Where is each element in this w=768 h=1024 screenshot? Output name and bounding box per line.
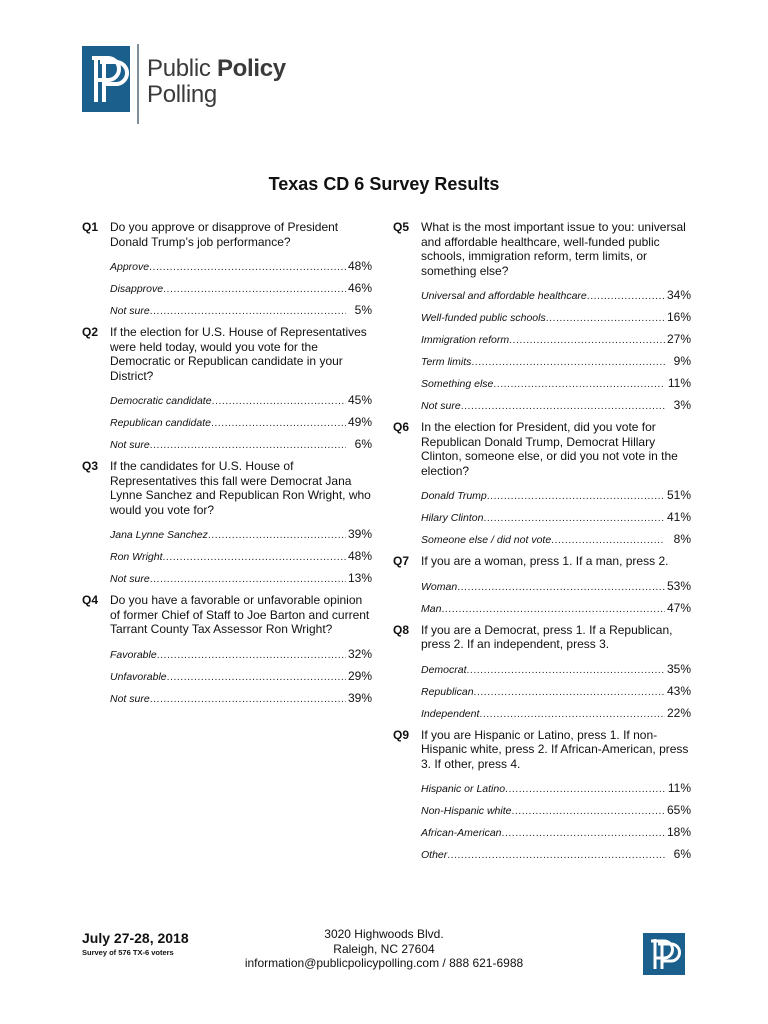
dot-leader [447, 849, 665, 861]
question-text: In the election for President, did you vote for Republican Donald Trump, Democrat Hillary Clinton, someone else, or did you not vote in the election? [421, 420, 678, 478]
dot-leader [441, 603, 665, 615]
answer-row [421, 506, 691, 528]
answer-value: 34% [666, 288, 691, 302]
answer-label: Hilary Clinton [421, 512, 484, 524]
dot-leader [163, 283, 346, 295]
survey-date: July 27-28, 2018 [82, 930, 189, 946]
answer-value: 22% [666, 705, 691, 720]
dot-leader [149, 261, 346, 273]
answer-row [110, 687, 372, 709]
page-title: Texas CD 6 Survey Results [268, 174, 500, 194]
question-number: Q1 [82, 220, 99, 234]
dot-leader [587, 290, 665, 302]
answer-row [110, 299, 372, 321]
dot-leader [212, 395, 346, 407]
answer-value: 43% [666, 683, 691, 698]
answer-row [421, 658, 691, 680]
answer-label: African-American [421, 827, 502, 839]
question-text: Do you approve or disapprove of President Donald Trump’s job performance? [110, 220, 339, 249]
dot-leader [483, 512, 665, 524]
left-column [82, 220, 372, 713]
answer-list [110, 255, 372, 321]
answer-row [421, 394, 691, 416]
answer-label: Republican [421, 685, 474, 698]
answer-row [110, 411, 372, 433]
answer-value: 46% [347, 281, 372, 295]
question-number: Q4 [82, 593, 99, 607]
footer-address [200, 927, 568, 971]
answer-list [421, 575, 691, 619]
answer-list [110, 389, 372, 455]
answer-row [110, 277, 372, 299]
answer-value: 39% [347, 690, 372, 705]
answer-label: Ron Wright [110, 551, 163, 563]
logo-divider [137, 44, 139, 124]
answer-label: Man [421, 602, 442, 615]
answer-value: 13% [347, 571, 372, 585]
answer-row [421, 372, 691, 394]
answer-row [110, 643, 372, 665]
answer-row [421, 597, 691, 619]
answer-label: Independent [421, 707, 480, 720]
answer-label: Term limits [421, 356, 472, 368]
question-q8 [393, 623, 691, 724]
answer-label: Republican candidate [110, 417, 211, 429]
question-q1 [82, 220, 372, 321]
answer-label: Not sure [110, 305, 150, 317]
answer-list [421, 777, 691, 865]
answer-label: Woman [421, 580, 458, 593]
answer-label: Approve [110, 261, 150, 273]
dot-leader [150, 305, 346, 317]
answer-row [110, 545, 372, 567]
dot-leader [505, 783, 665, 795]
answer-value: 47% [666, 600, 691, 615]
question-q6 [393, 420, 691, 550]
answer-list [110, 643, 372, 709]
question-q4 [82, 593, 372, 709]
answer-list [421, 484, 691, 550]
answer-value: 18% [666, 825, 691, 839]
address-city: Raleigh, NC 27604 [333, 941, 435, 956]
footer-date-block [82, 930, 189, 957]
answer-row [421, 484, 691, 506]
answer-value: 45% [347, 393, 372, 407]
question-text: If the election for U.S. House of Representatives were held today, would you vote for the Democratic or Republican candidate in your District? [110, 325, 367, 383]
dot-leader [163, 551, 346, 563]
answer-row [110, 523, 372, 545]
answer-list [421, 284, 691, 416]
answer-value: 11% [667, 376, 691, 390]
address-contact: information@publicpolicypolling.com / 888 621-6988 [244, 956, 524, 970]
dot-leader [493, 378, 665, 390]
answer-row [421, 284, 691, 306]
dot-leader [208, 529, 346, 541]
answer-row [421, 528, 691, 550]
dot-leader [211, 417, 346, 429]
question-text: If the candidates for U.S. House of Representatives this fall were Democrat Jana Lynne Sanchez and Republican Ron Wright, who would you vote for? [110, 459, 371, 517]
answer-label: Universal and affordable healthcare [421, 290, 587, 302]
answer-label: Other [421, 849, 448, 861]
answer-label: Not sure [110, 573, 150, 585]
dot-leader [467, 664, 665, 676]
answer-label: Someone else / did not vote [421, 534, 552, 546]
answer-label: Democratic candidate [110, 395, 212, 407]
brand-word-polling: Polling [147, 81, 217, 108]
dot-leader [509, 334, 665, 346]
dot-leader [487, 490, 665, 502]
answer-row [110, 665, 372, 687]
answer-label: Unfavorable [110, 670, 167, 683]
question-number: Q2 [82, 325, 99, 339]
answer-label: Hispanic or Latino [421, 783, 506, 795]
answer-value: 6% [673, 847, 691, 861]
answer-value: 39% [347, 527, 372, 541]
right-column [393, 220, 691, 869]
answer-value: 29% [347, 668, 372, 683]
answer-value: 48% [347, 549, 372, 563]
answer-value: 49% [347, 415, 372, 429]
answer-row [110, 389, 372, 411]
answer-value: 11% [667, 781, 691, 795]
question-number: Q7 [393, 554, 410, 568]
answer-value: 5% [354, 303, 372, 317]
answer-value: 41% [666, 510, 691, 524]
answer-label: Something else [421, 378, 494, 390]
dot-leader [150, 439, 346, 451]
answer-value: 51% [666, 488, 691, 502]
question-number: Q8 [393, 622, 410, 637]
question-q9 [393, 728, 691, 866]
answer-value: 3% [673, 398, 691, 412]
question-text: If you are a Democrat, press 1. If a Republican, press 2. If an independent, press 3. [421, 622, 673, 651]
dot-leader [167, 671, 346, 683]
answer-row [421, 821, 691, 843]
answer-value: 9% [673, 354, 691, 368]
answer-value: 6% [354, 437, 372, 451]
question-number: Q6 [393, 420, 410, 434]
answer-row [421, 680, 691, 702]
survey-sample: Survey of 576 TX-6 voters [82, 948, 174, 957]
answer-value: 16% [666, 310, 691, 324]
question-q5 [393, 220, 691, 416]
answer-value: 27% [666, 332, 691, 346]
answer-row [421, 306, 691, 328]
footer-ppp-logo-icon [643, 933, 685, 975]
brand-word-policy: Policy [216, 55, 286, 82]
answer-label: Donald Trump [421, 490, 487, 502]
answer-label: Not sure [110, 692, 150, 705]
answer-label: Favorable [110, 648, 157, 661]
brand-word-public: Public [147, 55, 217, 82]
question-number: Q9 [393, 727, 410, 742]
answer-label: Jana Lynne Sanchez [110, 529, 208, 541]
question-q2 [82, 325, 372, 455]
answer-value: 35% [666, 661, 691, 676]
dot-leader [546, 312, 665, 324]
question-q7 [393, 554, 691, 619]
answer-label: Not sure [110, 439, 150, 451]
answer-row [421, 777, 691, 799]
dot-leader [157, 649, 346, 661]
brand-name [147, 56, 286, 108]
answer-row [421, 702, 691, 724]
answer-row [110, 433, 372, 455]
answer-value: 32% [347, 646, 372, 661]
question-text: What is the most important issue to you: universal and affordable healthcare, well-funded public schools, immigration reform, term limits, or something else? [421, 220, 686, 278]
ppp-logo-icon [82, 46, 130, 112]
answer-list [110, 523, 372, 589]
dot-leader [150, 573, 346, 585]
answer-row [421, 575, 691, 597]
answer-row [421, 328, 691, 350]
question-text: If you are a woman, press 1. If a man, press 2. [421, 554, 669, 568]
dot-leader [474, 686, 665, 698]
dot-leader [461, 400, 665, 412]
answer-label: Non-Hispanic white [421, 805, 512, 817]
dot-leader [471, 356, 665, 368]
dot-leader [502, 827, 665, 839]
answer-label: Democrat [421, 663, 467, 676]
answer-row [421, 799, 691, 821]
question-q3 [82, 459, 372, 589]
answer-label: Well-funded public schools [421, 312, 546, 324]
answer-row [110, 255, 372, 277]
dot-leader [150, 693, 346, 705]
answer-value: 48% [347, 259, 372, 273]
answer-label: Immigration reform [421, 334, 510, 346]
answer-label: Not sure [421, 400, 461, 412]
dot-leader [551, 534, 665, 546]
answer-row [110, 567, 372, 589]
question-text: Do you have a favorable or unfavorable opinion of former Chief of Staff to Joe Barton and current Tarrant County Tax Assessor Ron Wright? [110, 593, 370, 636]
question-number: Q3 [82, 459, 99, 473]
answer-list [421, 658, 691, 724]
answer-value: 53% [666, 578, 691, 593]
question-text: If you are Hispanic or Latino, press 1. If non-Hispanic white, press 2. If African-American, press 3. If other, press 4. [421, 727, 689, 771]
answer-value: 65% [666, 803, 691, 817]
answer-row [421, 843, 691, 865]
dot-leader [457, 581, 665, 593]
dot-leader [511, 805, 665, 817]
ppp-logo [82, 46, 286, 124]
answer-row [421, 350, 691, 372]
answer-label: Disapprove [110, 283, 164, 295]
dot-leader [479, 708, 665, 720]
answer-value: 8% [673, 532, 691, 546]
address-street: 3020 Highwoods Blvd. [324, 927, 444, 941]
question-number: Q5 [393, 220, 410, 234]
